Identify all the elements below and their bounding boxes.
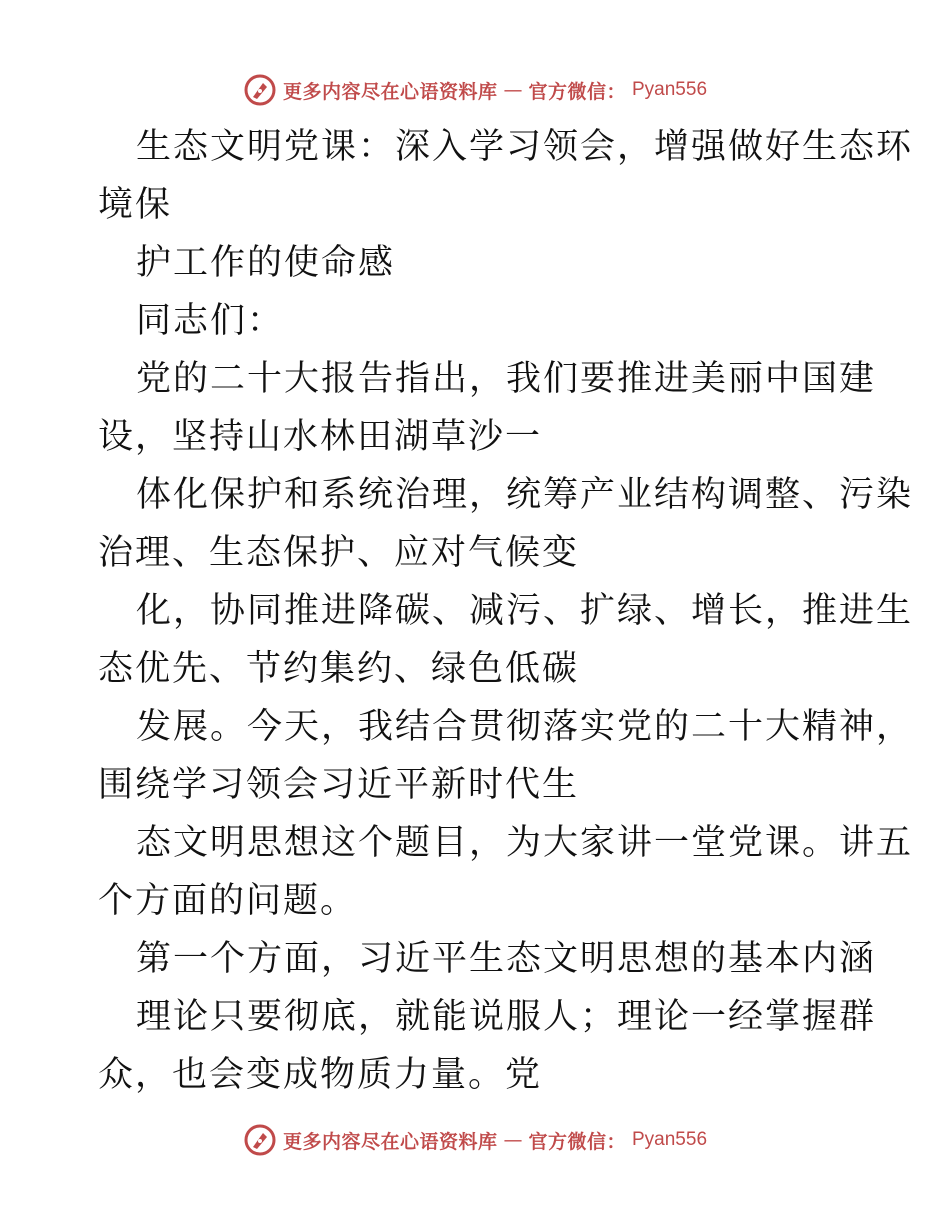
- watermark-wechat-label: 官方微信：: [528, 80, 626, 103]
- watermark-wechat-id: Pyan556: [632, 1129, 708, 1150]
- footer-watermark: [0, 1120, 950, 1160]
- pen-nib-circle-icon: [243, 73, 277, 107]
- text-line: 同志们：: [136, 301, 285, 341]
- watermark-brand-text: 更多内容尽在心语资料库: [282, 1130, 498, 1153]
- text-line: 党的二十大报告指出，我们要推进美丽中国建: [136, 359, 877, 399]
- text-line: 第一个方面，习近平生态文明思想的基本内涵: [136, 939, 877, 979]
- text-line: 众，也会变成物质力量。党: [98, 1055, 543, 1095]
- text-line: 境保: [98, 185, 173, 225]
- watermark-brand-text: 更多内容尽在心语资料库: [282, 80, 498, 103]
- text-line: 设，坚持山水林田湖草沙一: [98, 417, 543, 457]
- header-watermark: [0, 70, 950, 110]
- text-line: 理论只要彻底，就能说服人；理论一经掌握群: [136, 997, 877, 1037]
- text-line: 围绕学习领会习近平新时代生: [98, 765, 580, 805]
- text-line: 态文明思想这个题目，为大家讲一堂党课。讲五: [136, 823, 914, 863]
- text-line: 护工作的使命感: [136, 243, 396, 283]
- watermark-separator: —: [503, 79, 523, 101]
- text-line: 态优先、节约集约、绿色低碳: [98, 649, 580, 689]
- text-line: 化，协同推进降碳、减污、扩绿、增长，推进生: [136, 591, 914, 631]
- document-body: [98, 118, 914, 1104]
- text-line: 发展。今天，我结合贯彻落实党的二十大精神，: [136, 707, 914, 747]
- watermark-separator: —: [503, 1129, 523, 1151]
- text-line: 个方面的问题。: [98, 881, 358, 921]
- pen-nib-circle-icon: [243, 1123, 277, 1157]
- text-line: 体化保护和系统治理，统筹产业结构调整、污染: [136, 475, 914, 515]
- text-line: 生态文明党课：深入学习领会，增强做好生态环: [136, 127, 914, 167]
- watermark-wechat-label: 官方微信：: [528, 1130, 626, 1153]
- text-line: 治理、生态保护、应对气候变: [98, 533, 580, 573]
- watermark-wechat-id: Pyan556: [632, 79, 708, 100]
